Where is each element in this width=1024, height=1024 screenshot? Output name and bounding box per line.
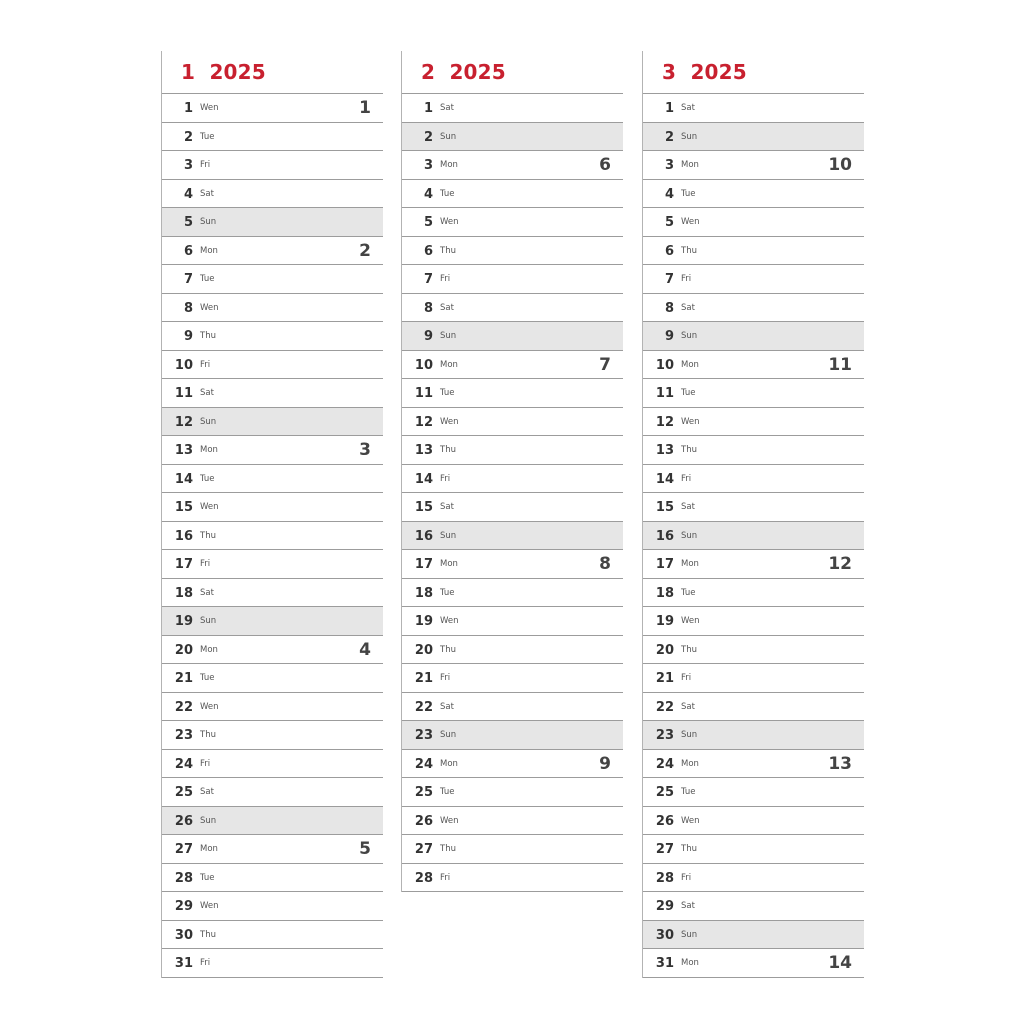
- day-row: [162, 465, 383, 494]
- weekday-label: Sat: [681, 103, 695, 113]
- month-title: 2 2025: [421, 60, 506, 84]
- week-number: 11: [828, 354, 852, 375]
- day-row: [643, 693, 864, 722]
- day-row: [162, 237, 383, 266]
- day-row: [643, 436, 864, 465]
- day-number: 5: [423, 215, 433, 230]
- weekday-label: Wen: [681, 416, 700, 427]
- week-number: 6: [599, 155, 611, 175]
- day-number: 26: [414, 813, 433, 829]
- day-row: [162, 265, 383, 294]
- weekday-label: Fri: [440, 473, 451, 484]
- weekday-label: Mon: [200, 644, 218, 655]
- day-row: [643, 408, 864, 437]
- day-row: [402, 94, 623, 123]
- day-row: [162, 664, 383, 693]
- day-number: 3: [183, 158, 193, 173]
- weekday-label: Sat: [200, 787, 214, 797]
- day-number: 9: [664, 329, 674, 344]
- weekday-label: Mon: [681, 559, 699, 569]
- day-row: [643, 550, 864, 579]
- day-row: [643, 180, 864, 209]
- weekday-label: Wen: [200, 302, 219, 313]
- day-number: 7: [183, 272, 193, 287]
- day-row: [643, 379, 864, 408]
- weekday-label: Sun: [440, 331, 457, 341]
- day-number: 17: [174, 557, 193, 572]
- day-number: 5: [183, 215, 193, 230]
- weekday-label: Sun: [681, 530, 698, 541]
- day-number: 21: [414, 671, 433, 686]
- weekday-label: Sat: [200, 188, 214, 199]
- weekday-label: Sat: [681, 502, 695, 512]
- day-row: [162, 294, 383, 323]
- weekday-label: Fri: [200, 559, 211, 569]
- weekday-label: Thu: [200, 730, 216, 740]
- day-number: 29: [655, 899, 674, 914]
- weekday-label: Fri: [200, 958, 211, 968]
- day-number: 16: [174, 528, 193, 544]
- weekday-label: Thu: [681, 644, 697, 655]
- day-number: 17: [655, 557, 674, 572]
- weekday-label: Thu: [681, 445, 697, 455]
- weekday-label: Thu: [681, 844, 697, 854]
- weekday-label: Mon: [681, 160, 699, 170]
- day-number: 29: [174, 899, 193, 914]
- day-number: 30: [655, 927, 674, 943]
- day-number: 13: [414, 443, 433, 458]
- day-row: [643, 921, 864, 950]
- day-row: [162, 151, 383, 180]
- weekday-label: Tue: [681, 587, 696, 598]
- weekday-label: Thu: [200, 530, 216, 541]
- day-number: 24: [655, 756, 674, 772]
- day-row: [162, 579, 383, 608]
- day-row: [162, 721, 383, 750]
- weekday-label: Thu: [200, 331, 216, 341]
- day-number: 4: [664, 186, 674, 202]
- day-row: [402, 351, 623, 380]
- day-number: 24: [414, 756, 433, 772]
- day-number: 1: [423, 101, 433, 116]
- weekday-label: Thu: [440, 445, 456, 455]
- day-number: 14: [414, 471, 433, 487]
- month-title: 1 2025: [181, 60, 266, 84]
- day-number: 1: [183, 101, 193, 116]
- day-number: 15: [174, 500, 193, 515]
- weekday-label: Wen: [681, 616, 700, 626]
- weekday-label: Mon: [681, 758, 699, 769]
- day-row: [643, 835, 864, 864]
- day-number: 28: [414, 870, 433, 886]
- day-number: 2: [183, 129, 193, 145]
- day-row: [402, 322, 623, 351]
- weekday-label: Tue: [681, 787, 696, 797]
- day-row: [402, 835, 623, 864]
- day-row: [402, 636, 623, 665]
- day-row: [162, 778, 383, 807]
- weekday-label: Sat: [681, 302, 695, 313]
- day-row: [402, 265, 623, 294]
- day-row: [162, 636, 383, 665]
- weekday-label: Tue: [440, 188, 455, 199]
- weekday-label: Fri: [440, 872, 451, 883]
- month-title: 3 2025: [662, 60, 747, 84]
- day-row: [162, 550, 383, 579]
- weekday-label: Tue: [681, 188, 696, 199]
- weekday-label: Wen: [200, 901, 219, 911]
- day-number: 24: [174, 756, 193, 772]
- day-row: [402, 151, 623, 180]
- day-row: [162, 351, 383, 380]
- day-row: [643, 208, 864, 237]
- day-row: [162, 949, 383, 978]
- day-row: [643, 465, 864, 494]
- day-number: 11: [174, 386, 193, 401]
- day-number: 26: [655, 813, 674, 829]
- week-number: 2: [359, 240, 371, 261]
- day-number: 31: [655, 956, 674, 971]
- day-row: [643, 807, 864, 836]
- day-row: [162, 835, 383, 864]
- day-number: 25: [414, 785, 433, 800]
- day-number: 27: [414, 842, 433, 857]
- weekday-label: Fri: [681, 274, 692, 284]
- day-row: [402, 465, 623, 494]
- day-row: [162, 379, 383, 408]
- day-number: 27: [174, 842, 193, 857]
- day-number: 2: [664, 129, 674, 145]
- weekday-label: Mon: [440, 559, 458, 569]
- weekday-label: Mon: [440, 359, 458, 370]
- weekday-label: Thu: [440, 644, 456, 655]
- weekday-label: Sat: [681, 901, 695, 911]
- day-row: [162, 921, 383, 950]
- weekday-label: Fri: [440, 673, 451, 683]
- day-number: 11: [414, 386, 433, 401]
- day-row: [162, 94, 383, 123]
- day-number: 11: [655, 386, 674, 401]
- weekday-label: Sat: [440, 502, 454, 512]
- day-number: 4: [183, 186, 193, 202]
- day-row: [162, 750, 383, 779]
- weekday-label: Mon: [440, 758, 458, 769]
- month-column-march: [642, 51, 864, 978]
- day-number: 18: [414, 585, 433, 601]
- day-number: 16: [655, 528, 674, 544]
- day-row: [162, 522, 383, 551]
- day-row: [643, 721, 864, 750]
- day-row: [162, 607, 383, 636]
- weekday-label: Thu: [681, 245, 697, 256]
- day-number: 30: [174, 927, 193, 943]
- day-number: 21: [655, 671, 674, 686]
- weekday-label: Tue: [200, 473, 215, 484]
- weekday-label: Wen: [681, 815, 700, 826]
- weekday-label: Sun: [200, 815, 217, 826]
- day-row: [402, 664, 623, 693]
- day-number: 14: [655, 471, 674, 487]
- week-number: 8: [599, 554, 611, 574]
- day-row: [643, 237, 864, 266]
- day-number: 3: [664, 158, 674, 173]
- day-row: [162, 892, 383, 921]
- weekday-label: Mon: [200, 245, 218, 256]
- day-number: 31: [174, 956, 193, 971]
- weekday-label: Tue: [440, 587, 455, 598]
- week-number: 1: [359, 98, 371, 118]
- day-row: [402, 522, 623, 551]
- day-row: [402, 180, 623, 209]
- weekday-label: Sat: [200, 587, 214, 598]
- day-row: [643, 322, 864, 351]
- day-row: [402, 436, 623, 465]
- day-number: 8: [183, 300, 193, 316]
- weekday-label: Sun: [440, 730, 457, 740]
- weekday-label: Fri: [681, 673, 692, 683]
- weekday-label: Mon: [200, 445, 218, 455]
- weekday-label: Sun: [681, 929, 698, 940]
- day-row: [643, 294, 864, 323]
- day-number: 5: [664, 215, 674, 230]
- day-row: [162, 693, 383, 722]
- weekday-label: Sun: [681, 730, 698, 740]
- day-row: [402, 864, 623, 893]
- weekday-label: Sun: [681, 131, 698, 142]
- day-row: [162, 436, 383, 465]
- day-number: 16: [414, 528, 433, 544]
- day-number: 14: [174, 471, 193, 487]
- day-number: 3: [423, 158, 433, 173]
- day-number: 19: [655, 614, 674, 629]
- day-number: 18: [655, 585, 674, 601]
- day-number: 22: [655, 699, 674, 715]
- day-row: [643, 94, 864, 123]
- day-row: [643, 864, 864, 893]
- weekday-label: Wen: [200, 103, 219, 113]
- day-row: [402, 208, 623, 237]
- month-header: [402, 51, 623, 94]
- day-row: [402, 408, 623, 437]
- day-row: [402, 237, 623, 266]
- weekday-label: Mon: [200, 844, 218, 854]
- day-number: 12: [174, 414, 193, 430]
- day-row: [643, 151, 864, 180]
- day-row: [162, 807, 383, 836]
- week-number: 4: [359, 639, 371, 660]
- weekday-label: Thu: [200, 929, 216, 940]
- weekday-label: Wen: [200, 701, 219, 712]
- weekday-label: Tue: [200, 131, 215, 142]
- day-number: 17: [414, 557, 433, 572]
- weekday-label: Wen: [440, 416, 459, 427]
- day-row: [402, 493, 623, 522]
- day-row: [162, 322, 383, 351]
- day-row: [162, 864, 383, 893]
- day-number: 6: [423, 243, 433, 259]
- day-number: 23: [414, 728, 433, 743]
- weekday-label: Tue: [440, 787, 455, 797]
- day-number: 15: [655, 500, 674, 515]
- day-number: 7: [664, 272, 674, 287]
- day-number: 4: [423, 186, 433, 202]
- day-number: 18: [174, 585, 193, 601]
- week-number: 10: [828, 155, 852, 175]
- month-header: [643, 51, 864, 94]
- day-number: 6: [183, 243, 193, 259]
- day-row: [402, 721, 623, 750]
- day-number: 10: [174, 357, 193, 373]
- weekday-label: Fri: [440, 274, 451, 284]
- day-number: 7: [423, 272, 433, 287]
- day-number: 28: [174, 870, 193, 886]
- day-row: [162, 208, 383, 237]
- weekday-label: Mon: [440, 160, 458, 170]
- weekday-label: Fri: [200, 160, 211, 170]
- day-row: [402, 693, 623, 722]
- day-number: 22: [414, 699, 433, 715]
- weekday-label: Mon: [681, 958, 699, 968]
- day-row: [643, 750, 864, 779]
- day-number: 10: [655, 357, 674, 373]
- weekday-label: Sat: [440, 103, 454, 113]
- week-number: 5: [359, 839, 371, 859]
- weekday-label: Sun: [200, 616, 217, 626]
- weekday-label: Fri: [200, 359, 211, 370]
- day-row: [402, 379, 623, 408]
- weekday-label: Wen: [200, 502, 219, 512]
- day-number: 13: [174, 443, 193, 458]
- weekday-label: Tue: [200, 872, 215, 883]
- day-number: 25: [174, 785, 193, 800]
- weekday-label: Wen: [681, 217, 700, 227]
- weekday-label: Tue: [200, 274, 215, 284]
- day-row: [402, 807, 623, 836]
- weekday-label: Thu: [440, 245, 456, 256]
- day-row: [643, 664, 864, 693]
- day-number: 6: [664, 243, 674, 259]
- day-row: [643, 522, 864, 551]
- day-row: [643, 778, 864, 807]
- day-row: [402, 579, 623, 608]
- month-header: [162, 51, 383, 94]
- month-column-january: [161, 51, 383, 978]
- weekday-label: Tue: [681, 388, 696, 398]
- day-row: [402, 550, 623, 579]
- day-number: 23: [174, 728, 193, 743]
- weekday-label: Sat: [440, 302, 454, 313]
- day-number: 2: [423, 129, 433, 145]
- week-number: 12: [828, 554, 852, 574]
- weekday-label: Sun: [440, 530, 457, 541]
- weekday-label: Sat: [681, 701, 695, 712]
- week-number: 14: [828, 953, 852, 973]
- day-number: 12: [655, 414, 674, 430]
- day-row: [402, 750, 623, 779]
- weekday-label: Sat: [200, 388, 214, 398]
- day-row: [643, 636, 864, 665]
- day-row: [643, 351, 864, 380]
- weekday-label: Sun: [200, 416, 217, 427]
- day-number: 13: [655, 443, 674, 458]
- weekday-label: Thu: [440, 844, 456, 854]
- weekday-label: Wen: [440, 616, 459, 626]
- day-number: 8: [664, 300, 674, 316]
- week-number: 3: [359, 440, 371, 460]
- weekday-label: Tue: [200, 673, 215, 683]
- day-number: 20: [414, 642, 433, 658]
- weekday-label: Sat: [440, 701, 454, 712]
- day-number: 20: [174, 642, 193, 658]
- day-number: 9: [423, 329, 433, 344]
- day-number: 15: [414, 500, 433, 515]
- day-row: [643, 892, 864, 921]
- weekday-label: Sun: [200, 217, 217, 227]
- weekday-label: Fri: [200, 758, 211, 769]
- day-number: 19: [174, 614, 193, 629]
- day-row: [162, 493, 383, 522]
- day-number: 26: [174, 813, 193, 829]
- day-number: 28: [655, 870, 674, 886]
- day-row: [162, 123, 383, 152]
- weekday-label: Tue: [440, 388, 455, 398]
- day-row: [402, 123, 623, 152]
- day-row: [402, 294, 623, 323]
- week-number: 9: [599, 753, 611, 774]
- weekday-label: Fri: [681, 473, 692, 484]
- weekday-label: Sun: [440, 131, 457, 142]
- day-number: 21: [174, 671, 193, 686]
- day-number: 8: [423, 300, 433, 316]
- weekday-label: Mon: [681, 359, 699, 370]
- weekday-label: Wen: [440, 217, 459, 227]
- day-row: [402, 607, 623, 636]
- day-number: 1: [664, 101, 674, 116]
- day-number: 25: [655, 785, 674, 800]
- day-row: [643, 607, 864, 636]
- day-number: 27: [655, 842, 674, 857]
- day-row: [643, 949, 864, 978]
- day-row: [643, 493, 864, 522]
- month-column-february: [401, 51, 623, 892]
- day-row: [643, 123, 864, 152]
- day-number: 12: [414, 414, 433, 430]
- day-number: 22: [174, 699, 193, 715]
- day-number: 23: [655, 728, 674, 743]
- weekday-label: Wen: [440, 815, 459, 826]
- day-row: [643, 579, 864, 608]
- week-number: 7: [599, 354, 611, 375]
- day-number: 10: [414, 357, 433, 373]
- day-number: 20: [655, 642, 674, 658]
- day-row: [402, 778, 623, 807]
- weekday-label: Fri: [681, 872, 692, 883]
- day-row: [643, 265, 864, 294]
- day-number: 9: [183, 329, 193, 344]
- day-number: 19: [414, 614, 433, 629]
- weekday-label: Sun: [681, 331, 698, 341]
- day-row: [162, 180, 383, 209]
- week-number: 13: [828, 753, 852, 774]
- day-row: [162, 408, 383, 437]
